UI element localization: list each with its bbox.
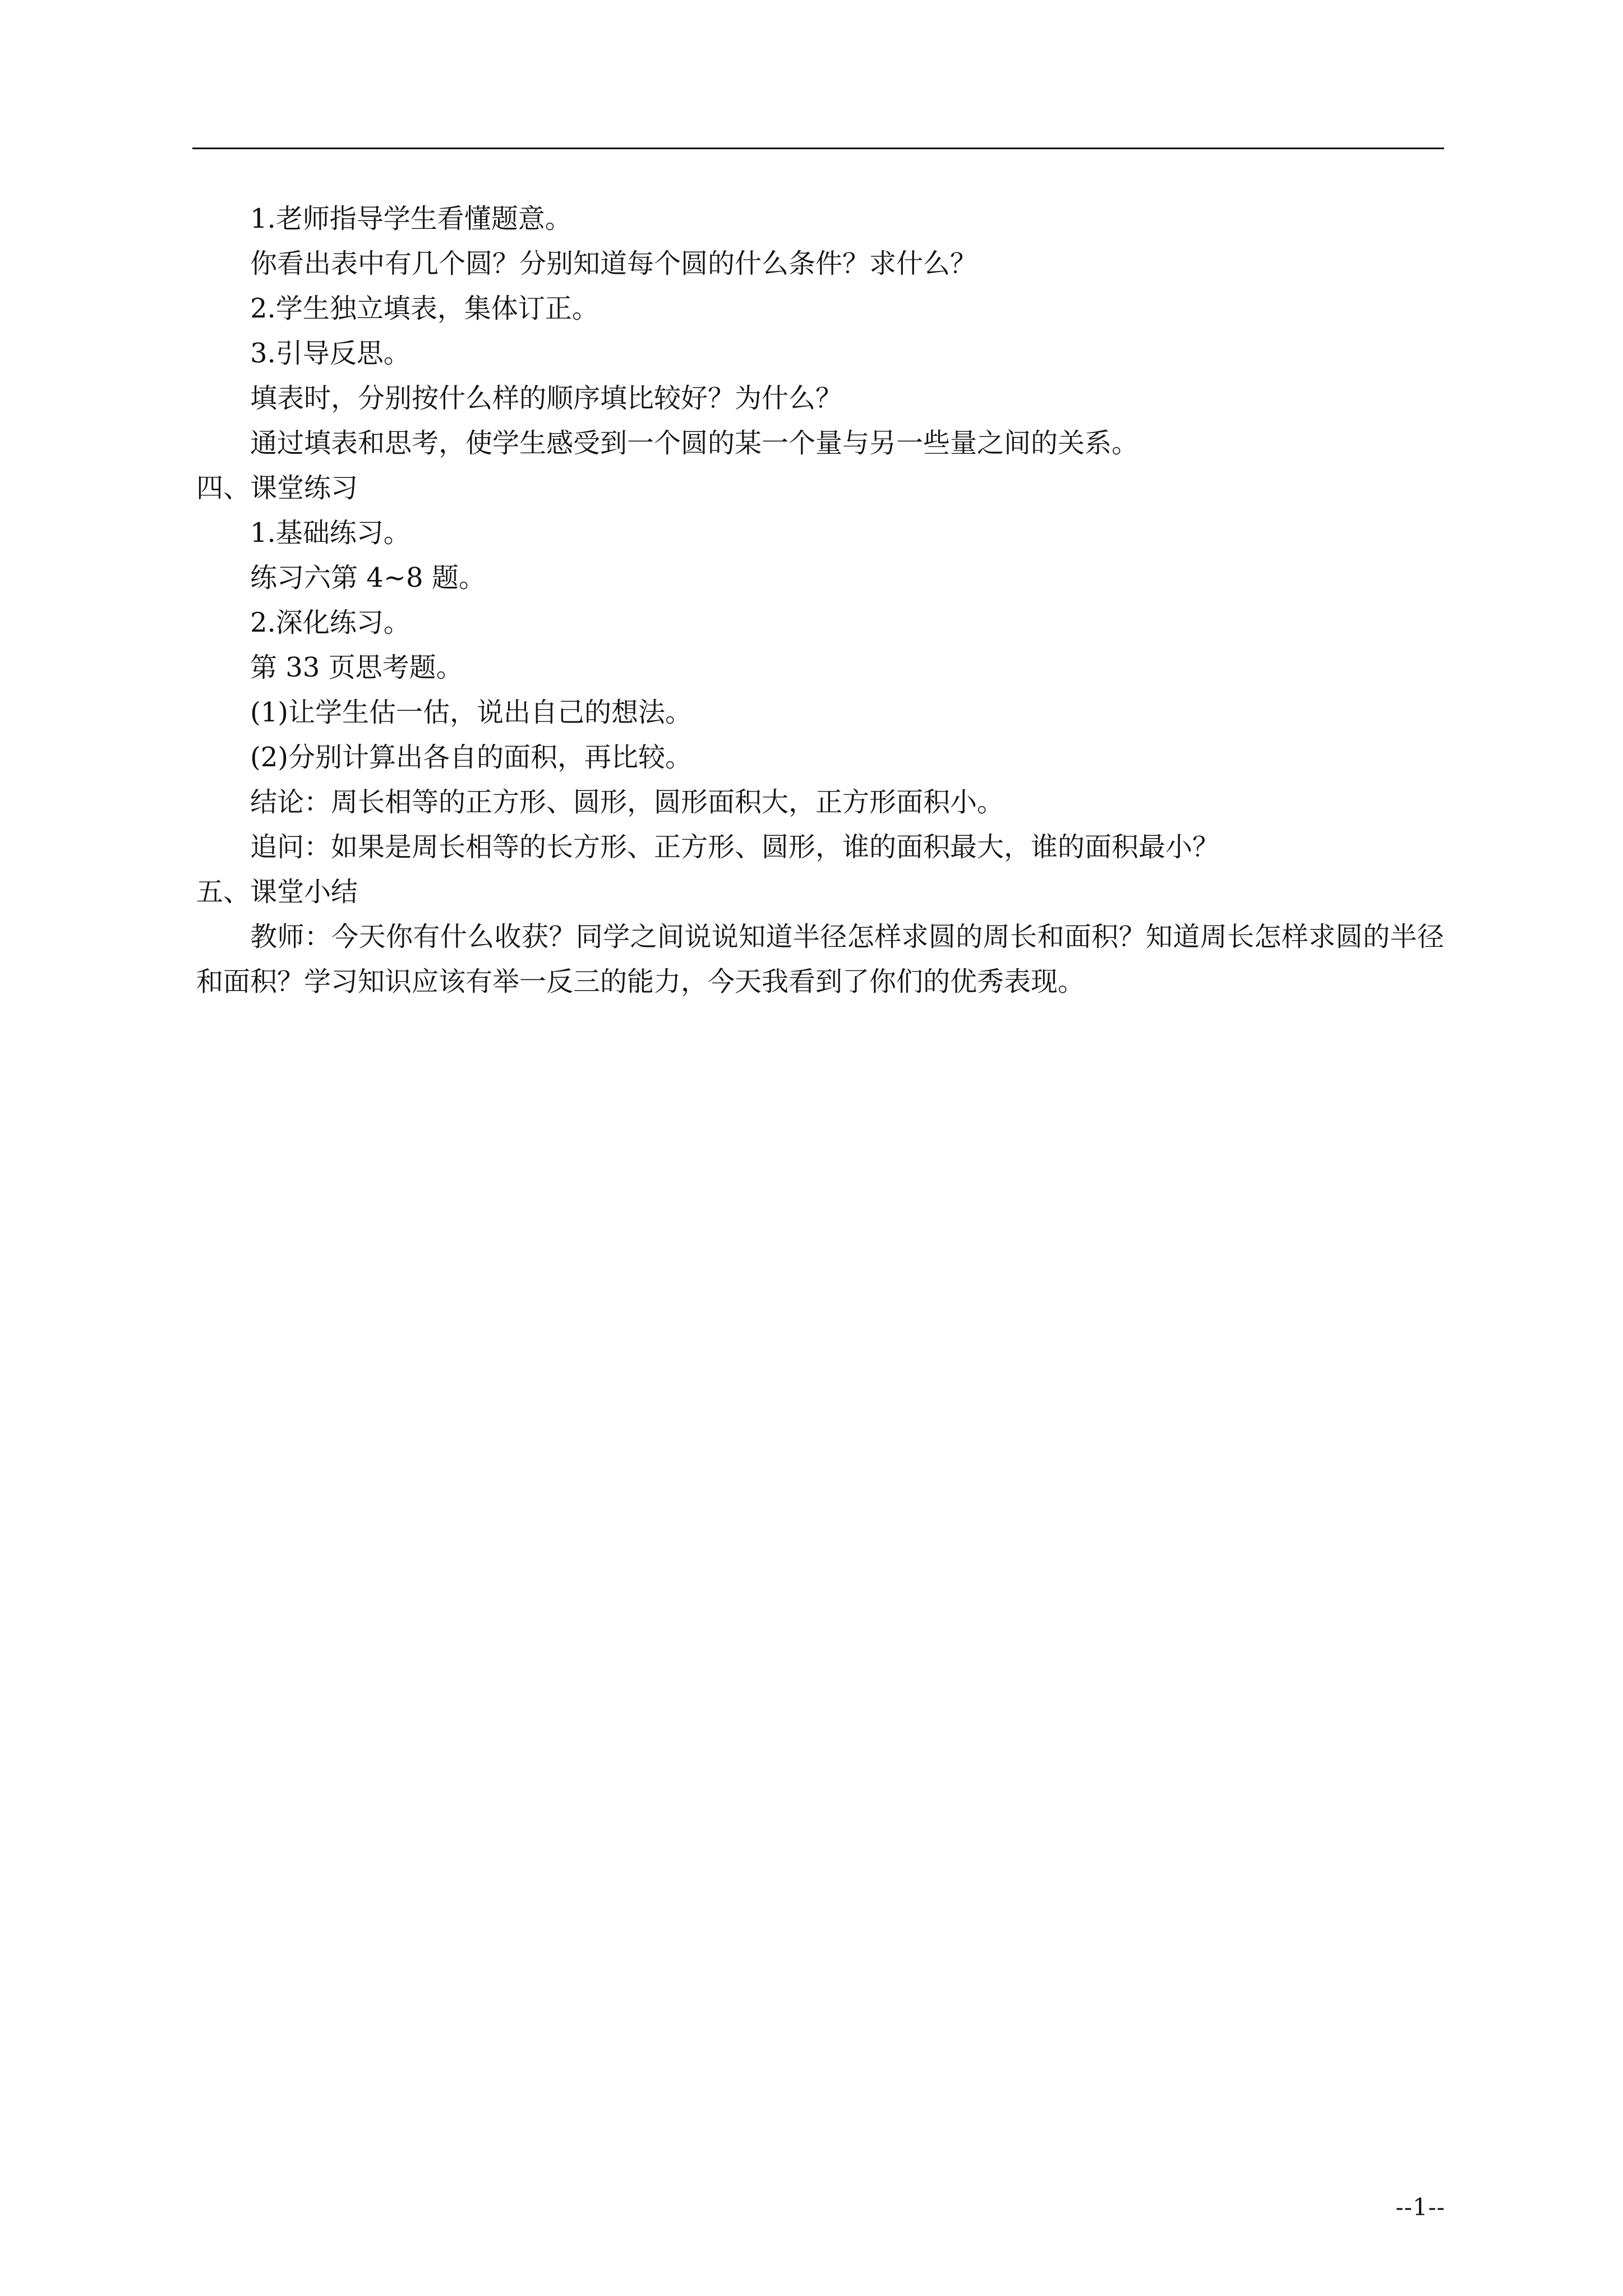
section-heading-practice: 四、课堂练习 [196, 472, 358, 504]
step-1-instruction: 1.老师指导学生看懂题意。 [250, 203, 572, 234]
page-number: --1-- [1395, 2193, 1445, 2221]
step-3-reflection: 3.引导反思。 [250, 338, 411, 369]
follow-up-question: 追问：如果是周长相等的长方形、正方形、圆形，谁的面积最大，谁的面积最小？ [250, 831, 1220, 863]
basic-practice: 1.基础练习。 [250, 517, 411, 549]
thinking-question: 第 33 页思考题。 [250, 652, 463, 683]
question-order: 填表时，分别按什么样的顺序填比较好？为什么？ [250, 383, 843, 414]
conclusion: 结论：周长相等的正方形、圆形，圆形面积大，正方形面积小。 [250, 786, 1004, 818]
step-2-fill-table: 2.学生独立填表，集体订正。 [250, 293, 599, 324]
estimate-step: (1)让学生估一估，说出自己的想法。 [250, 697, 692, 728]
calculate-step: (2)分别计算出各自的面积，再比较。 [250, 742, 692, 773]
exercise-reference: 练习六第 4~8 题。 [250, 562, 486, 593]
header-rule [192, 148, 1444, 149]
relationship-note: 通过填表和思考，使学生感受到一个圆的某一个量与另一些量之间的关系。 [250, 427, 1139, 459]
section-heading-summary: 五、课堂小结 [196, 876, 358, 908]
document-body [196, 196, 1444, 1004]
advanced-practice: 2.深化练习。 [250, 607, 411, 638]
question-circles: 你看出表中有几个圆？分别知道每个圆的什么条件？求什么？ [250, 248, 978, 279]
summary-paragraph: 教师：今天你有什么收获？同学之间说说知道半径怎样求圆的周长和面积？知道周长怎样求圆的半径和面积？学习知识应该有举一反三的能力，今天我看到了你们的优秀表现。 [196, 921, 1444, 997]
